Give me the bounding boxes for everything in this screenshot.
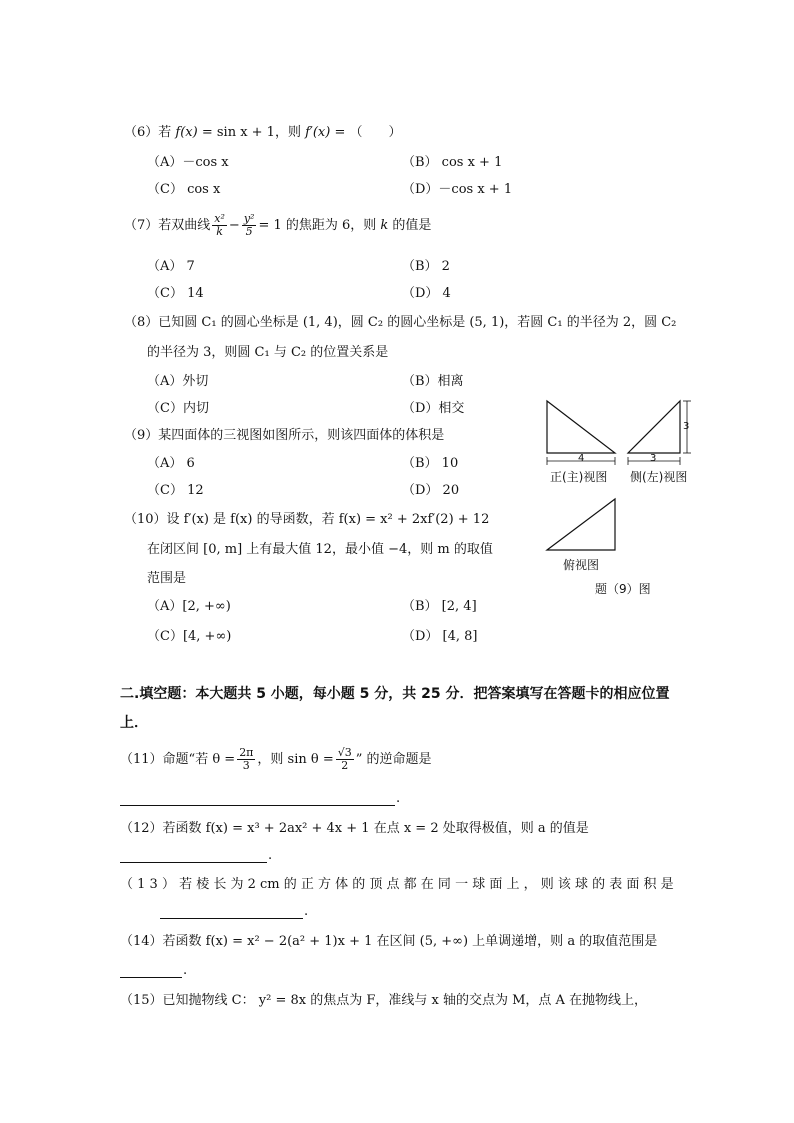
q6-option-b: （B） cos x + 1: [402, 155, 503, 170]
q10-line3: 范围是: [147, 571, 187, 586]
q11-answer-blank[interactable]: [120, 805, 395, 806]
q7-minus: −: [228, 218, 240, 233]
q8-option-b: （B）相离: [402, 374, 464, 389]
top-view-label: 俯视图: [563, 558, 600, 572]
q7-option-d: （D） 4: [402, 286, 451, 301]
q10-line1: （10）设 f′(x) 是 f(x) 的导函数，若 f(x) = x² + 2xf′(2) + 12: [124, 512, 490, 527]
q11-stem-c: ” 的逆命题是: [355, 752, 432, 767]
front-width-label: 4: [578, 453, 585, 464]
q7-k: k: [380, 218, 389, 233]
q8-line1: （8）已知圆 C₁ 的圆心坐标是 (1, 4)，圆 C₂ 的圆心坐标是 (5, 1)，若圆 C₁ 的半径为 2，圆 C₂: [124, 315, 677, 330]
q7-fraction-y: [242, 213, 257, 238]
q11-end: .: [396, 791, 401, 806]
q12-end: .: [268, 848, 273, 863]
q11-f1-den: 3: [242, 759, 250, 772]
q7-stem: [124, 208, 431, 244]
q11-f1-num: 2π: [239, 746, 254, 759]
q7-option-c: （C） 14: [147, 286, 204, 301]
q14-end: .: [183, 963, 188, 978]
q11-fraction-sin: [336, 747, 354, 772]
q10-line2: 在闭区间 [0, m] 上有最大值 12，最小值 −4，则 m 的取值: [147, 542, 493, 557]
q15-stem: （15）已知抛物线 C： y² = 8x 的焦点为 F，准线与 x 轴的交点为 M，点 A 在抛物线上，: [120, 993, 648, 1008]
q6-option-c: （C） cos x: [147, 182, 221, 197]
q8-option-d: （D）相交: [402, 401, 465, 416]
q7-option-a: （A） 7: [147, 259, 195, 274]
q11-fraction-theta: [237, 747, 255, 772]
side-width-label: 3: [650, 453, 657, 464]
q6-stem-c: = （ ）: [330, 125, 402, 140]
q7-stem-b: = 1 的焦距为 6，则: [258, 218, 381, 233]
q6-stem: [124, 124, 402, 142]
q11-stem: [120, 742, 432, 778]
figure-caption: 题（9）图: [595, 582, 651, 596]
q8-line2: 的半径为 3，则圆 C₁ 与 C₂ 的位置关系是: [147, 345, 389, 360]
q7-frac2-num: y²: [243, 212, 255, 225]
q14-answer-blank[interactable]: [120, 977, 182, 978]
front-view-label: 正(主)视图: [550, 470, 608, 484]
q11-stem-a: （11）命题“若 θ =: [120, 752, 236, 767]
q10-option-c: （C）[4, +∞): [147, 629, 232, 644]
side-view-triangle: [628, 401, 680, 453]
q12-stem: （12）若函数 f(x) = x³ + 2ax² + 4x + 1 在点 x = 2 处取得极值，则 a 的值是: [120, 821, 589, 836]
q13-end: .: [304, 904, 309, 919]
section2-heading-line2: 上．: [120, 715, 148, 731]
q7-frac1-den: k: [216, 225, 223, 238]
q13-stem: （ 1 3 ） 若 棱 长 为 2 cm 的 正 方 体 的 顶 点 都 在 同 一 球 面 上 ， 则 该 球 的 表 面 积 是: [120, 877, 674, 892]
q6-stem-f: f(x): [175, 125, 198, 140]
q10-option-b: （B） [2, 4]: [402, 599, 477, 614]
q13-answer-blank[interactable]: [160, 918, 303, 919]
q6-stem-fp: f′(x): [305, 125, 331, 140]
q7-stem-c: 的值是: [388, 218, 432, 233]
q6-option-a: （A）－cos x: [147, 155, 229, 170]
q10-option-d: （D） [4, 8]: [402, 629, 478, 644]
q6-option-d: （D）－cos x + 1: [402, 182, 513, 197]
q9-option-c: （C） 12: [147, 483, 204, 498]
q7-frac2-den: 5: [245, 225, 253, 238]
q8-option-a: （A）外切: [147, 374, 209, 389]
q6-stem-b: = sin x + 1，则: [197, 125, 306, 140]
q7-frac1-num: x²: [214, 212, 225, 225]
q11-stem-b: ，则 sin θ =: [257, 752, 334, 767]
q7-stem-a: （7）若双曲线: [124, 218, 211, 233]
q9-option-b: （B） 10: [402, 456, 459, 471]
q8-option-c: （C）内切: [147, 401, 209, 416]
q9-option-d: （D） 20: [402, 483, 460, 498]
q7-option-b: （B） 2: [402, 259, 450, 274]
q9-stem: （9）某四面体的三视图如图所示，则该四面体的体积是: [124, 428, 445, 443]
section2-heading-line1: 二.填空题：本大题共 5 小题，每小题 5 分，共 25 分．把答案填写在答题卡的相应位置: [120, 686, 670, 702]
q14-stem: （14）若函数 f(x) = x² − 2(a² + 1)x + 1 在区间 (5, +∞) 上单调递增，则 a 的取值范围是: [120, 934, 658, 949]
q6-stem-a: （6）若: [124, 125, 176, 140]
side-height-label: 3: [683, 421, 690, 432]
q12-answer-blank[interactable]: [120, 862, 267, 863]
front-view-triangle: [547, 401, 615, 453]
q10-option-a: （A）[2, +∞): [147, 599, 231, 614]
q9-option-a: （A） 6: [147, 456, 195, 471]
top-view-triangle: [547, 499, 615, 550]
q11-f2-den: 2: [341, 759, 349, 772]
side-view-label: 侧(左)视图: [630, 470, 688, 484]
q7-fraction-x: [212, 213, 227, 238]
q11-f2-num: √3: [337, 746, 352, 759]
